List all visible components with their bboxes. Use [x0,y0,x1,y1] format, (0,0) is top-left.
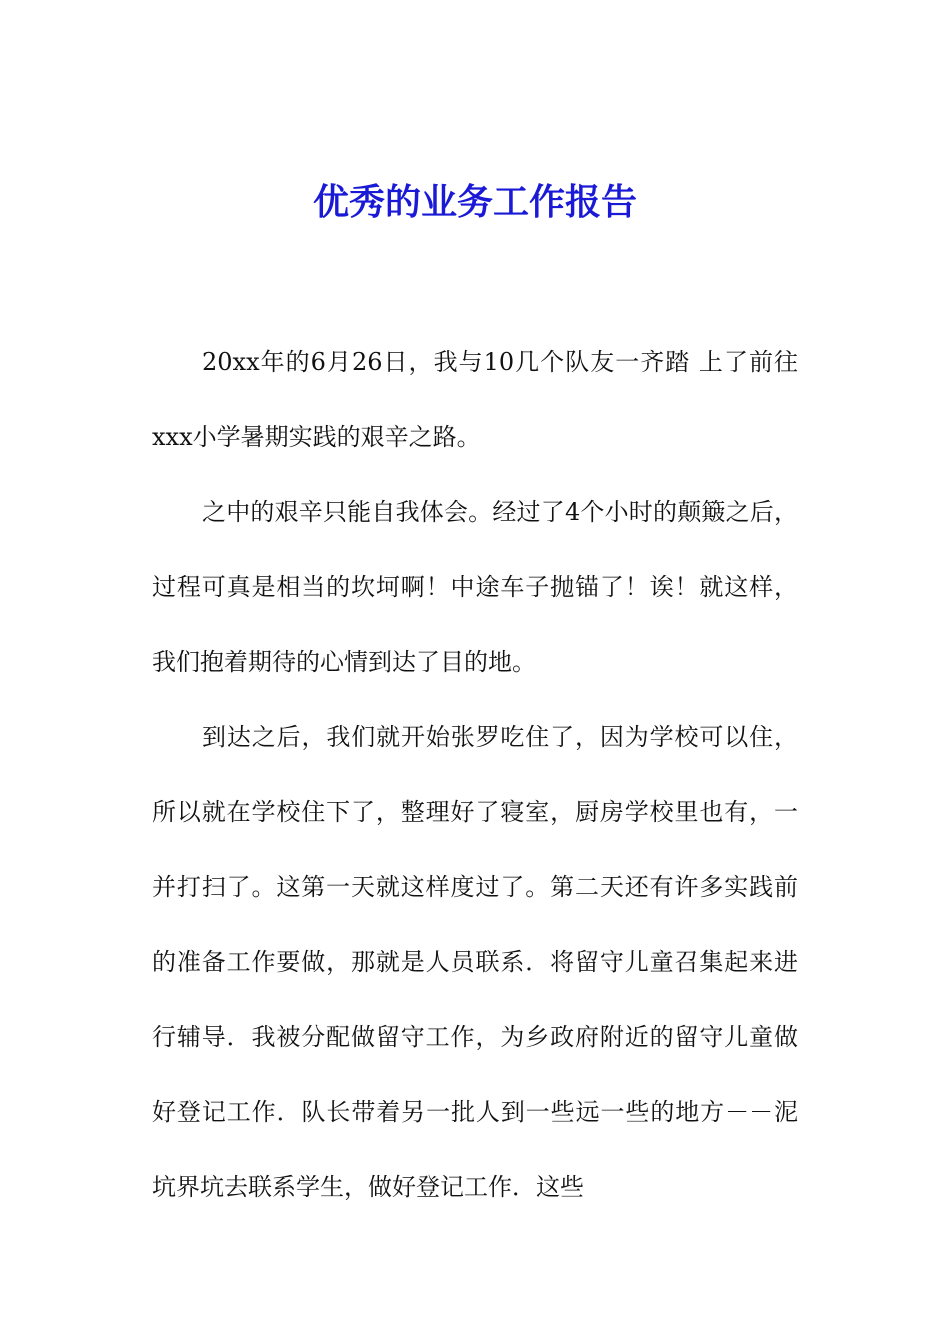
document-body [152,325,798,1225]
paragraph-3: 到达之后，我们就开始张罗吃住了，因为学校可以住，所以就在学校住下了，整理好了寝室，厨房学校里也有，一并打扫了。这第一天就这样度过了。第二天还有许多实践前的准备工作要做，那就是人员联系．将留守儿童召集起来进行辅导．我被分配做留守工作，为乡政府附近的留守儿童做好登记工作．队长带着另一批人到一些远一些的地方－－泥坑界坑去联系学生，做好登记工作．这些 [152,723,798,1201]
document-title: 优秀的业务工作报告 [312,181,637,223]
paragraph-2: 之中的艰辛只能自我体会。经过了4个小时的颠簸之后，过程可真是相当的坎坷啊！中途车子抛锚了！诶！就这样，我们抱着期待的心情到达了目的地。 [152,498,798,676]
paragraph-1: 20xx年的6月26日，我与10几个队友一齐踏 上了前往xxx小学暑期实践的艰辛之路。 [152,348,798,451]
